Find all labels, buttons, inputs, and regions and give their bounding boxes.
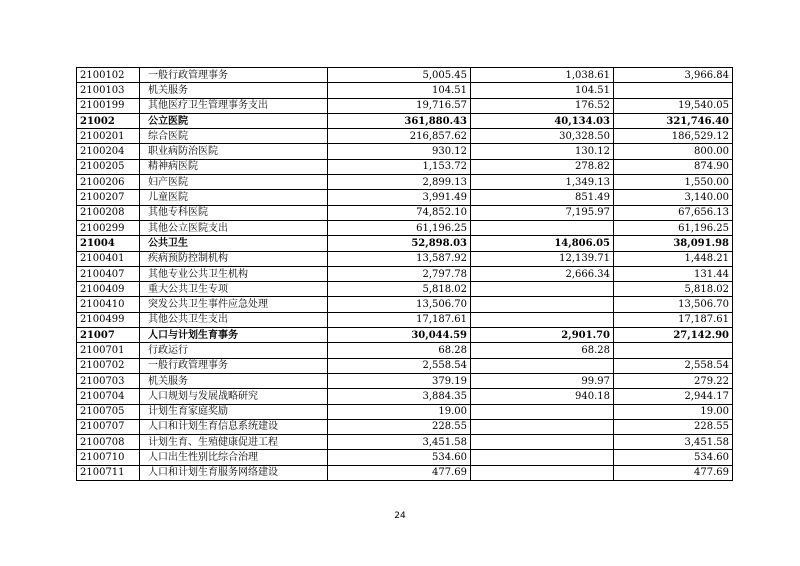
row-code: 21004 — [77, 236, 140, 251]
row-amount-3: 38,091.98 — [614, 236, 733, 251]
row-name: 精神病医院 — [140, 159, 328, 174]
page-number: 24 — [394, 511, 406, 521]
row-amount-3: 19,540.05 — [614, 98, 733, 113]
row-total: 534.60 — [328, 450, 471, 465]
row-amount-2 — [471, 404, 614, 419]
row-amount-2: 940.18 — [471, 389, 614, 404]
row-name: 其他专科医院 — [140, 205, 328, 220]
row-name: 人口和计划生育信息系统建设 — [140, 419, 328, 434]
row-code: 2100410 — [77, 297, 140, 312]
row-amount-2: 1,038.61 — [471, 68, 614, 83]
row-name: 重大公共卫生专项 — [140, 282, 328, 297]
row-total: 3,451.58 — [328, 435, 471, 450]
row-code: 2100208 — [77, 205, 140, 220]
row-code: 2100205 — [77, 159, 140, 174]
row-code: 21002 — [77, 113, 140, 128]
row-amount-2 — [471, 220, 614, 235]
row-amount-2: 14,806.05 — [471, 236, 614, 251]
row-total: 379.19 — [328, 373, 471, 388]
row-name: 其他医疗卫生管理事务支出 — [140, 98, 328, 113]
row-amount-3: 131.44 — [614, 266, 733, 281]
table-row — [77, 251, 733, 266]
table-body — [77, 68, 733, 481]
row-amount-3: 1,550.00 — [614, 175, 733, 190]
row-total: 74,852.10 — [328, 205, 471, 220]
row-name: 人口和计划生育服务网络建设 — [140, 465, 328, 480]
table-row — [77, 373, 733, 388]
row-amount-2: 104.51 — [471, 83, 614, 98]
row-code: 2100701 — [77, 343, 140, 358]
row-name: 妇产医院 — [140, 175, 328, 190]
row-amount-3: 3,451.58 — [614, 435, 733, 450]
row-amount-2 — [471, 312, 614, 327]
table-row — [77, 419, 733, 434]
table-row — [77, 404, 733, 419]
row-name: 一般行政管理事务 — [140, 358, 328, 373]
row-name: 其他公共卫生支出 — [140, 312, 328, 327]
row-name: 计划生育家庭奖励 — [140, 404, 328, 419]
row-amount-3: 3,140.00 — [614, 190, 733, 205]
row-amount-2: 99.97 — [471, 373, 614, 388]
row-amount-2: 130.12 — [471, 144, 614, 159]
row-name: 人口规划与发展战略研究 — [140, 389, 328, 404]
row-code: 2100499 — [77, 312, 140, 327]
row-name: 综合医院 — [140, 129, 328, 144]
table-row — [77, 312, 733, 327]
row-total: 477.69 — [328, 465, 471, 480]
row-total: 104.51 — [328, 83, 471, 98]
row-name: 人口出生性别比综合治理 — [140, 450, 328, 465]
row-amount-3: 321,746.40 — [614, 113, 733, 128]
row-code: 21007 — [77, 328, 140, 343]
row-name: 突发公共卫生事件应急处理 — [140, 297, 328, 312]
row-code: 2100409 — [77, 282, 140, 297]
row-amount-2 — [471, 419, 614, 434]
row-code: 2100299 — [77, 220, 140, 235]
row-total: 61,196.25 — [328, 220, 471, 235]
row-code: 2100705 — [77, 404, 140, 419]
row-code: 2100103 — [77, 83, 140, 98]
row-amount-3: 534.60 — [614, 450, 733, 465]
row-code: 2100707 — [77, 419, 140, 434]
row-amount-2 — [471, 465, 614, 480]
row-amount-3: 2,558.54 — [614, 358, 733, 373]
row-name: 一般行政管理事务 — [140, 68, 328, 83]
row-total: 930.12 — [328, 144, 471, 159]
row-code: 2100703 — [77, 373, 140, 388]
table-row — [77, 98, 733, 113]
table-row — [77, 389, 733, 404]
row-total: 52,898.03 — [328, 236, 471, 251]
budget-table — [76, 67, 733, 481]
row-amount-3: 874.90 — [614, 159, 733, 174]
table-row — [77, 465, 733, 480]
row-amount-3: 5,818.02 — [614, 282, 733, 297]
row-amount-2: 7,195.97 — [471, 205, 614, 220]
table-row — [77, 144, 733, 159]
row-amount-3: 800.00 — [614, 144, 733, 159]
row-total: 13,587.92 — [328, 251, 471, 266]
row-code: 2100199 — [77, 98, 140, 113]
row-total: 5,818.02 — [328, 282, 471, 297]
row-amount-2: 40,134.03 — [471, 113, 614, 128]
row-amount-3: 3,966.84 — [614, 68, 733, 83]
row-amount-3: 27,142.90 — [614, 328, 733, 343]
row-amount-3: 13,506.70 — [614, 297, 733, 312]
row-name: 公共卫生 — [140, 236, 328, 251]
table-row — [77, 190, 733, 205]
row-code: 2100704 — [77, 389, 140, 404]
row-amount-3: 61,196.25 — [614, 220, 733, 235]
row-amount-2: 12,139.71 — [471, 251, 614, 266]
row-code: 2100207 — [77, 190, 140, 205]
row-code: 2100401 — [77, 251, 140, 266]
row-total: 19.00 — [328, 404, 471, 419]
row-name: 机关服务 — [140, 83, 328, 98]
row-code: 2100201 — [77, 129, 140, 144]
row-amount-3: 67,656.13 — [614, 205, 733, 220]
table-row — [77, 220, 733, 235]
row-total: 13,506.70 — [328, 297, 471, 312]
table-row — [77, 68, 733, 83]
table-row — [77, 282, 733, 297]
row-amount-3: 1,448.21 — [614, 251, 733, 266]
table-row — [77, 435, 733, 450]
row-amount-2: 1,349.13 — [471, 175, 614, 190]
row-amount-3: 2,944.17 — [614, 389, 733, 404]
row-amount-3: 19.00 — [614, 404, 733, 419]
row-name: 公立医院 — [140, 113, 328, 128]
row-total: 361,880.43 — [328, 113, 471, 128]
table-row — [77, 159, 733, 174]
row-total: 19,716.57 — [328, 98, 471, 113]
row-total: 1,153.72 — [328, 159, 471, 174]
row-amount-2 — [471, 450, 614, 465]
table-row — [77, 343, 733, 358]
row-amount-3: 228.55 — [614, 419, 733, 434]
row-amount-2: 851.49 — [471, 190, 614, 205]
row-code: 2100102 — [77, 68, 140, 83]
row-name: 儿童医院 — [140, 190, 328, 205]
table-row — [77, 205, 733, 220]
category-row — [77, 328, 733, 343]
row-name: 机关服务 — [140, 373, 328, 388]
table-row — [77, 129, 733, 144]
row-amount-2 — [471, 435, 614, 450]
table-row — [77, 297, 733, 312]
row-total: 3,884.35 — [328, 389, 471, 404]
row-amount-2: 176.52 — [471, 98, 614, 113]
row-total: 5,005.45 — [328, 68, 471, 83]
row-name: 职业病防治医院 — [140, 144, 328, 159]
category-row — [77, 113, 733, 128]
row-amount-2 — [471, 358, 614, 373]
row-name: 其他公立医院支出 — [140, 220, 328, 235]
table-row — [77, 266, 733, 281]
row-total: 3,991.49 — [328, 190, 471, 205]
row-amount-2: 30,328.50 — [471, 129, 614, 144]
row-amount-2: 278.82 — [471, 159, 614, 174]
row-amount-2: 2,901.70 — [471, 328, 614, 343]
row-amount-2 — [471, 297, 614, 312]
table-row — [77, 175, 733, 190]
row-total: 30,044.59 — [328, 328, 471, 343]
category-row — [77, 236, 733, 251]
row-total: 17,187.61 — [328, 312, 471, 327]
row-amount-2: 68.28 — [471, 343, 614, 358]
table-row — [77, 358, 733, 373]
row-total: 2,558.54 — [328, 358, 471, 373]
row-amount-3: 477.69 — [614, 465, 733, 480]
row-amount-3: 17,187.61 — [614, 312, 733, 327]
row-code: 2100710 — [77, 450, 140, 465]
table-row — [77, 450, 733, 465]
row-total: 2,899.13 — [328, 175, 471, 190]
row-total: 228.55 — [328, 419, 471, 434]
row-code: 2100204 — [77, 144, 140, 159]
row-name: 人口与计划生育事务 — [140, 328, 328, 343]
row-code: 2100407 — [77, 266, 140, 281]
row-amount-3: 279.22 — [614, 373, 733, 388]
row-code: 2100708 — [77, 435, 140, 450]
row-code: 2100711 — [77, 465, 140, 480]
row-amount-3 — [614, 83, 733, 98]
row-code: 2100702 — [77, 358, 140, 373]
row-name: 疾病预防控制机构 — [140, 251, 328, 266]
row-amount-3 — [614, 343, 733, 358]
table-row — [77, 83, 733, 98]
row-total: 2,797.78 — [328, 266, 471, 281]
row-name: 其他专业公共卫生机构 — [140, 266, 328, 281]
row-code: 2100206 — [77, 175, 140, 190]
row-total: 216,857.62 — [328, 129, 471, 144]
row-amount-2 — [471, 282, 614, 297]
row-name: 行政运行 — [140, 343, 328, 358]
row-amount-3: 186,529.12 — [614, 129, 733, 144]
row-amount-2: 2,666.34 — [471, 266, 614, 281]
row-total: 68.28 — [328, 343, 471, 358]
row-name: 计划生育、生殖健康促进工程 — [140, 435, 328, 450]
